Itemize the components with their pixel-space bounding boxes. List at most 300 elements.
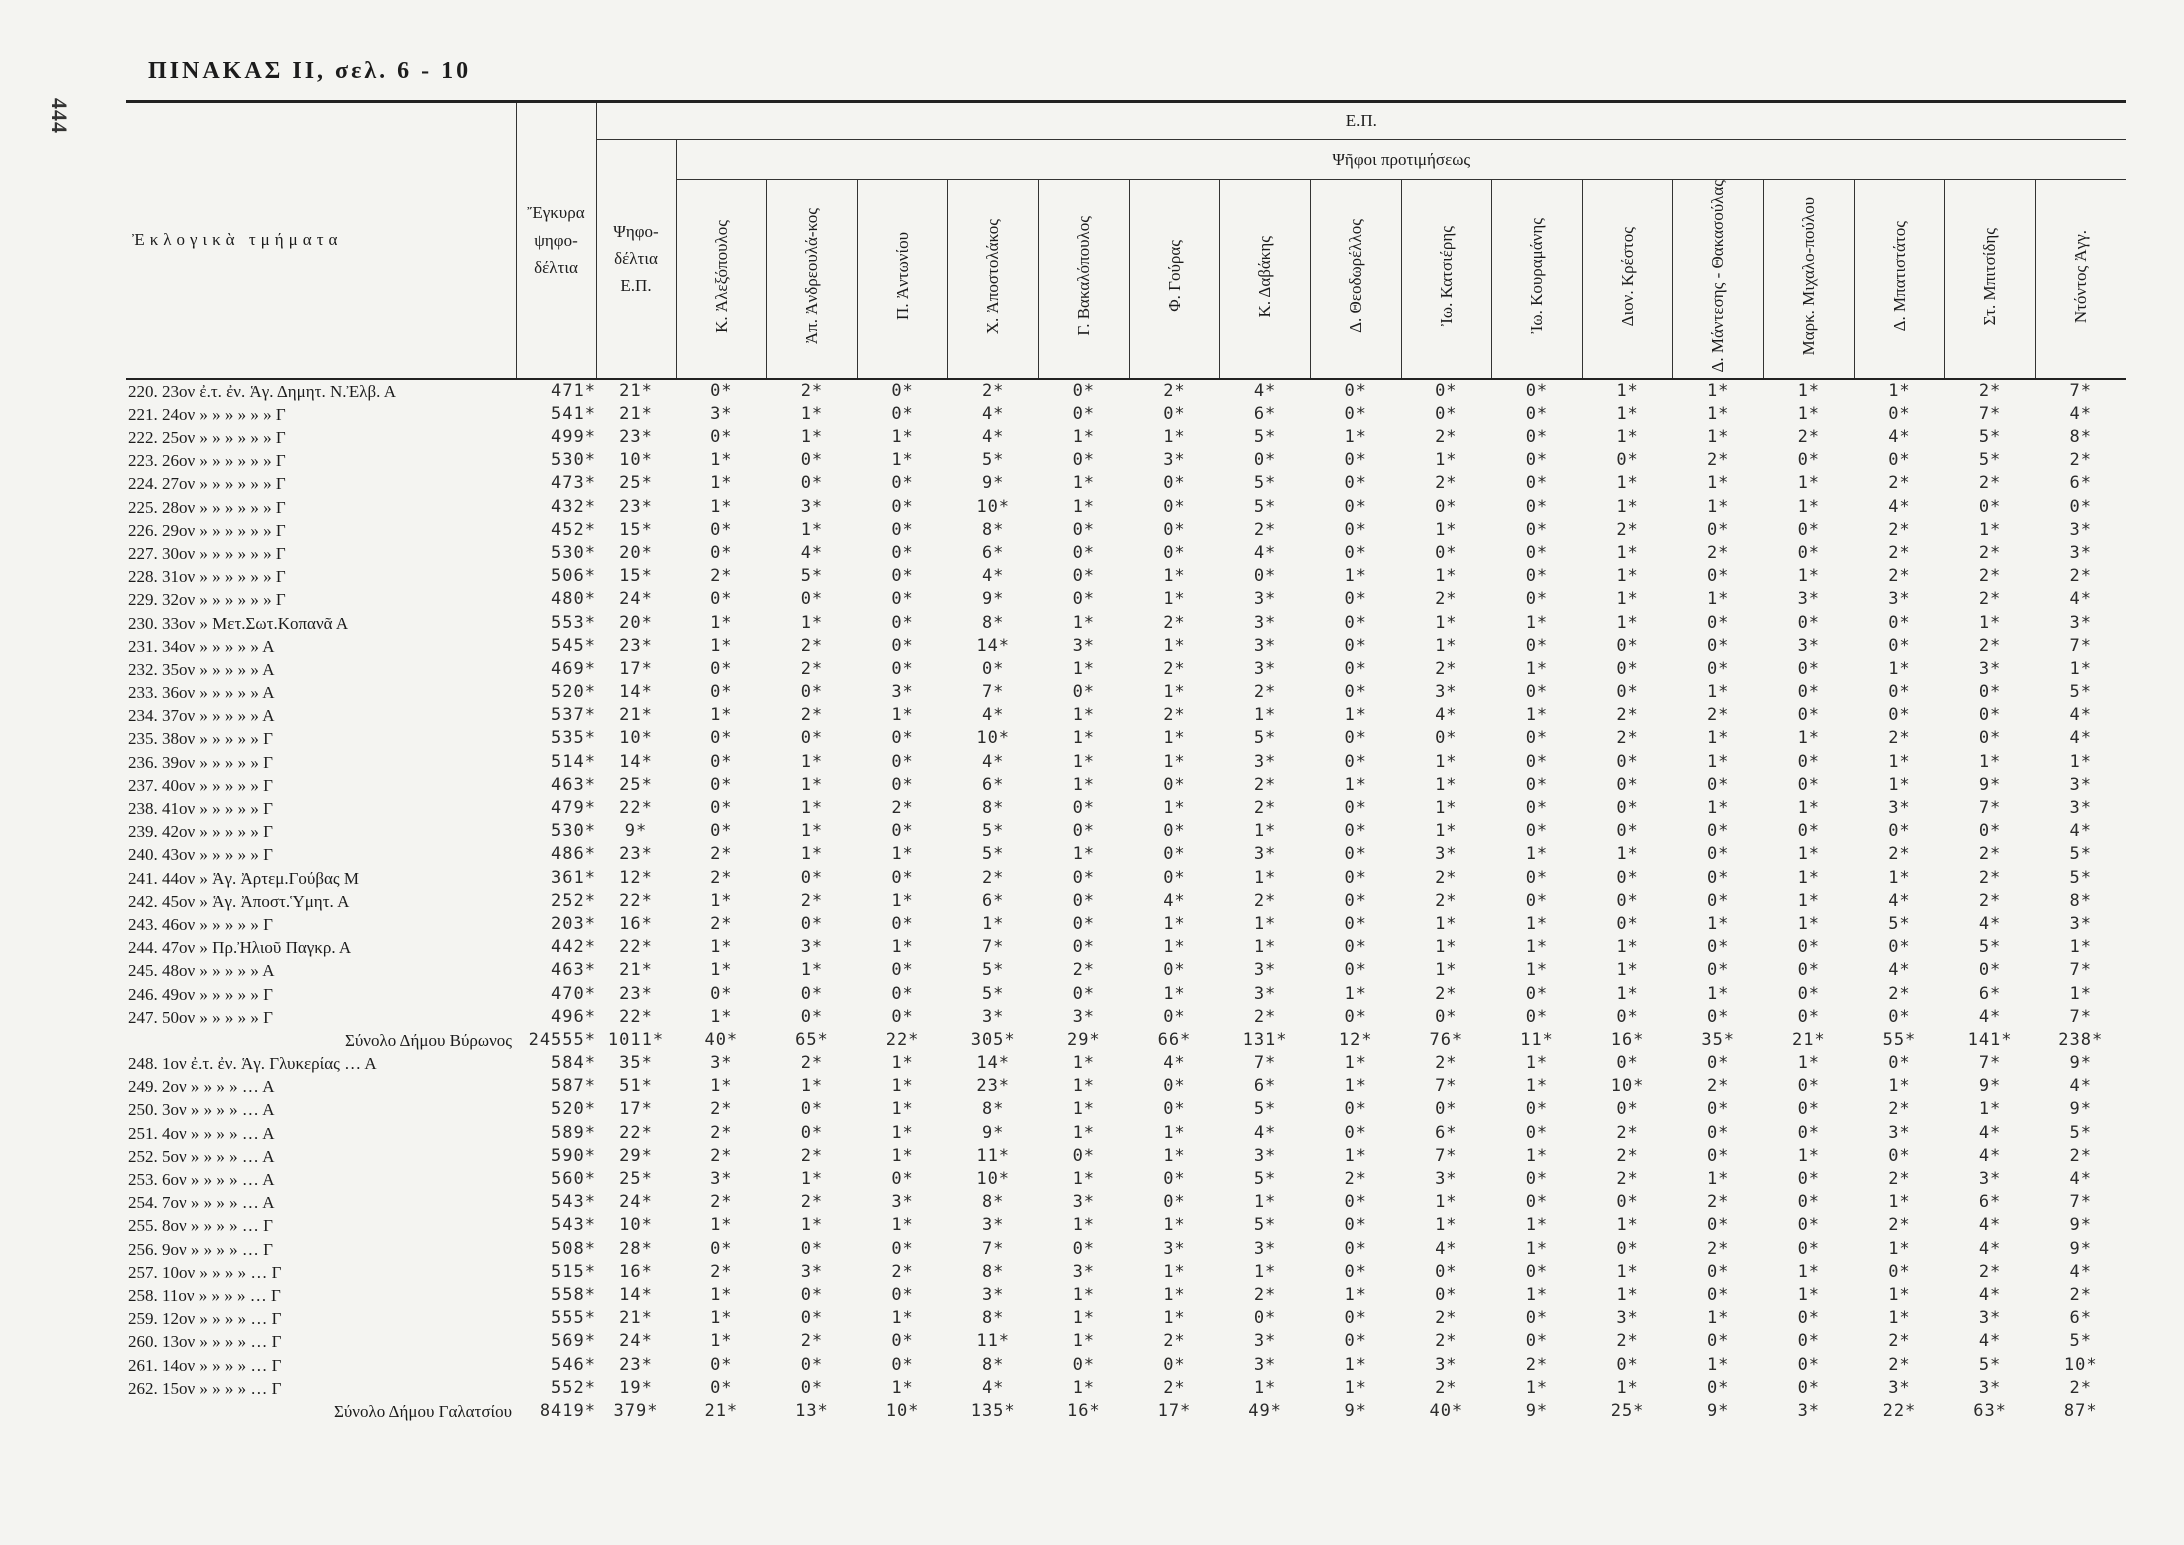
value-cell: 0* <box>1435 380 1458 401</box>
candidate-header <box>1401 180 1492 379</box>
value-cell: 21* <box>704 1400 739 1421</box>
candidate-header <box>1945 180 2036 379</box>
total-row <box>126 1029 2126 1052</box>
value-cell: 0* <box>1706 774 1730 795</box>
value-cell: 0* <box>1616 450 1639 471</box>
value-cell: 2* <box>710 566 733 587</box>
value-cell: 0* <box>1344 751 1367 772</box>
value-cell: 1* <box>1525 1053 1549 1074</box>
value-cell: 1* <box>1525 913 1549 934</box>
value-cell: 0* <box>1525 473 1549 494</box>
value-cell: 7* <box>981 1238 1005 1259</box>
value-cell: 0* <box>1616 867 1639 888</box>
value-cell: 4* <box>1253 380 1277 401</box>
value-cell: 20* <box>619 612 653 633</box>
value-cell: 2* <box>1435 589 1458 610</box>
value-cell: 1* <box>1797 473 1821 494</box>
value-cell: 1* <box>1888 1076 1911 1097</box>
value-cell: 5* <box>981 960 1005 981</box>
value-cell: 9* <box>1344 1400 1367 1421</box>
row-label: 259. 12ον » » » » … Γ <box>128 1309 282 1329</box>
value-cell: 1* <box>1706 1308 1730 1329</box>
value-cell: 0* <box>1797 1354 1821 1375</box>
value-cell: 2* <box>891 798 914 818</box>
value-cell: 0* <box>800 1122 824 1143</box>
value-cell: 1* <box>1888 380 1911 401</box>
value-cell: 3* <box>710 1053 733 1074</box>
value-cell: 1* <box>1978 1099 2002 1120</box>
value-cell: 1* <box>1616 380 1639 401</box>
value-cell: 1* <box>1616 983 1639 1004</box>
value-cell: 1* <box>1978 519 2002 540</box>
value-cell: 2* <box>1435 427 1458 447</box>
value-cell: 0* <box>710 983 733 1004</box>
candidate-name: Π. Ἀντωνίου <box>892 232 912 321</box>
value-cell: 0* <box>1706 1006 1730 1027</box>
value-cell: 555* <box>551 1308 596 1329</box>
value-cell: 0* <box>1706 1284 1730 1305</box>
value-cell: 0* <box>891 658 914 679</box>
value-cell: 23* <box>619 844 653 865</box>
value-cell: 3* <box>1435 1169 1458 1189</box>
value-cell: 2* <box>1888 728 1911 749</box>
table-row <box>126 1330 2126 1353</box>
value-cell: 0* <box>891 1238 914 1259</box>
total-row <box>126 1400 2126 1423</box>
value-cell: 4* <box>1888 496 1911 517</box>
value-cell: 0* <box>1525 589 1549 610</box>
value-cell: 0* <box>981 658 1005 679</box>
value-cell: 0* <box>710 751 733 772</box>
value-cell: 0* <box>710 427 733 447</box>
value-cell: 584* <box>551 1053 596 1074</box>
value-cell: 22* <box>1882 1400 1917 1421</box>
value-cell: 0* <box>1616 890 1639 911</box>
value-cell: 55* <box>1882 1029 1917 1050</box>
value-cell: 0* <box>1344 682 1367 703</box>
value-cell: 530* <box>551 542 596 563</box>
value-cell: 6* <box>2069 473 2092 494</box>
value-cell: 2* <box>1888 566 1911 587</box>
value-cell: 0* <box>1344 867 1367 888</box>
value-cell: 2* <box>1253 682 1277 703</box>
header-ep-ballots: Ψηφο- δέλτια Ε.Π. <box>596 140 676 379</box>
value-cell: 0* <box>1525 542 1549 563</box>
value-cell: 2* <box>710 867 733 888</box>
value-cell: 8* <box>981 1261 1005 1282</box>
value-cell: 2* <box>1253 1006 1277 1027</box>
value-cell: 0* <box>891 960 914 981</box>
value-cell: 0* <box>1797 519 1821 540</box>
value-cell: 0* <box>1888 403 1911 424</box>
value-cell: 0* <box>891 566 914 587</box>
value-cell: 0* <box>1706 658 1730 679</box>
value-cell: 0* <box>1344 890 1367 911</box>
value-cell: 8* <box>981 612 1005 633</box>
value-cell: 1* <box>1616 403 1639 424</box>
value-cell: 1* <box>1253 705 1277 726</box>
value-cell: 10* <box>976 728 1011 749</box>
row-label: 260. 13ον » » » » … Γ <box>128 1332 282 1352</box>
value-cell: 1* <box>1163 913 1186 934</box>
value-cell: 305* <box>970 1029 1016 1050</box>
value-cell: 2* <box>1616 1122 1639 1143</box>
value-cell: 16* <box>619 913 653 934</box>
value-cell: 1* <box>710 960 733 981</box>
value-cell: 1* <box>1072 658 1096 679</box>
value-cell: 252* <box>551 890 596 911</box>
candidate-name: Ἰω. Κατσιέρης <box>1436 226 1456 327</box>
value-cell: 1* <box>891 937 914 958</box>
value-cell: 4* <box>981 566 1005 587</box>
value-cell: 5* <box>1978 937 2002 958</box>
value-cell: 3* <box>1888 1122 1911 1143</box>
value-cell: 0* <box>1344 403 1367 424</box>
value-cell: 1* <box>1163 937 1186 958</box>
candidate-header <box>1492 180 1583 379</box>
value-cell: 541* <box>551 403 596 424</box>
candidate-name: Κ. Ἀλεξόπουλος <box>711 219 731 333</box>
table-title: ΠΙΝΑΚΑΣ ΙΙ, σελ. 6 - 10 <box>148 58 472 84</box>
value-cell: 0* <box>1706 844 1730 865</box>
value-cell: 0* <box>891 589 914 610</box>
value-cell: 5* <box>1253 1099 1277 1120</box>
value-cell: 2* <box>1616 705 1639 726</box>
value-cell: 1* <box>1706 798 1730 818</box>
value-cell: 1* <box>710 450 733 471</box>
value-cell: 0* <box>1072 1354 1096 1375</box>
value-cell: 0* <box>1888 1053 1911 1074</box>
value-cell: 3* <box>1435 1354 1458 1375</box>
value-cell: 1* <box>1435 937 1458 958</box>
value-cell: 3* <box>1978 1377 2002 1398</box>
value-cell: 480* <box>551 589 596 610</box>
row-label: 248. 1ον ἐ.τ. ἐν. Ἁγ. Γλυκερίας … Α <box>128 1054 377 1074</box>
value-cell: 1* <box>1978 751 2002 772</box>
value-cell: 13* <box>795 1400 829 1421</box>
value-cell: 0* <box>1163 519 1186 540</box>
row-label: 247. 50ον » » » » » Γ <box>128 1007 274 1027</box>
value-cell: 1* <box>1525 1238 1549 1259</box>
value-cell: 16* <box>1610 1029 1645 1050</box>
value-cell: 0* <box>800 728 824 749</box>
value-cell: 1* <box>1435 821 1458 842</box>
value-cell: 1* <box>1163 427 1186 447</box>
value-cell: 0* <box>1344 473 1367 494</box>
value-cell: 12* <box>1338 1029 1373 1050</box>
candidate-header <box>1039 180 1130 379</box>
value-cell: 6* <box>2069 1308 2092 1329</box>
table-row <box>126 1006 2126 1029</box>
value-cell: 1* <box>1072 1308 1096 1329</box>
value-cell: 0* <box>1072 1238 1096 1259</box>
value-cell: 1* <box>800 427 824 447</box>
value-cell: 22* <box>619 937 653 958</box>
row-label: 261. 14ον » » » » … Γ <box>128 1355 282 1375</box>
row-label: 242. 45ον » Ἁγ. Ἀποστ.Ὑμητ. Α <box>128 891 350 911</box>
value-cell: 1* <box>1616 937 1639 958</box>
value-cell: 0* <box>891 380 914 401</box>
value-cell: 1* <box>1525 1076 1549 1097</box>
value-cell: 0* <box>891 1169 914 1189</box>
value-cell: 0* <box>1797 960 1821 981</box>
value-cell: 2* <box>1706 705 1730 726</box>
row-label: 227. 30ον » » » » » » Γ <box>128 543 286 563</box>
value-cell: 2* <box>710 1122 733 1143</box>
value-cell: 1* <box>1163 682 1186 703</box>
value-cell: 1* <box>1616 566 1639 587</box>
row-label: 257. 10ον » » » » … Γ <box>128 1262 282 1282</box>
row-label: 228. 31ον » » » » » » Γ <box>128 567 286 587</box>
value-cell: 0* <box>1797 821 1821 842</box>
value-cell: 1* <box>1797 1261 1821 1282</box>
value-cell: 0* <box>800 1308 824 1329</box>
value-cell: 238* <box>2058 1029 2104 1050</box>
value-cell: 1* <box>1435 450 1458 471</box>
value-cell: 4* <box>1163 1053 1186 1074</box>
value-cell: 1* <box>1072 612 1096 633</box>
value-cell: 2* <box>1978 473 2002 494</box>
value-cell: 3* <box>2069 798 2092 818</box>
value-cell: 1* <box>1706 728 1730 749</box>
value-cell: 1* <box>1435 566 1458 587</box>
value-cell: 4* <box>1435 1238 1458 1259</box>
value-cell: 0* <box>1706 519 1730 540</box>
value-cell: 4* <box>1163 890 1186 911</box>
value-cell: 2* <box>1253 798 1277 818</box>
table-row <box>126 727 2126 750</box>
value-cell: 1* <box>1253 1261 1277 1282</box>
value-cell: 2* <box>800 1053 824 1074</box>
value-cell: 0* <box>1163 403 1186 424</box>
value-cell: 0* <box>1888 682 1911 703</box>
value-cell: 6* <box>981 542 1005 563</box>
total-label: Σύνολο Δήμου Γαλατσίου <box>333 1401 512 1421</box>
value-cell: 2* <box>1978 589 2002 610</box>
value-cell: 2* <box>1706 450 1730 471</box>
value-cell: 3* <box>1072 1261 1096 1282</box>
value-cell: 25* <box>1610 1400 1645 1421</box>
value-cell: 6* <box>1435 1122 1458 1143</box>
value-cell: 1* <box>1706 1169 1730 1189</box>
value-cell: 0* <box>1344 658 1367 679</box>
value-cell: 1* <box>1072 751 1096 772</box>
value-cell: 4* <box>2069 1169 2092 1189</box>
value-cell: 1* <box>891 1308 914 1329</box>
value-cell: 10* <box>2063 1354 2098 1375</box>
table-body <box>126 379 2126 1423</box>
value-cell: 4* <box>981 427 1005 447</box>
value-cell: 3* <box>981 1284 1005 1305</box>
value-cell: 0* <box>1797 1215 1821 1236</box>
value-cell: 14* <box>976 635 1011 656</box>
value-cell: 0* <box>1797 983 1821 1004</box>
value-cell: 2* <box>1978 1261 2002 1282</box>
value-cell: 1* <box>1163 1261 1186 1282</box>
value-cell: 0* <box>1072 890 1096 911</box>
value-cell: 11* <box>976 1331 1011 1352</box>
value-cell: 1* <box>1706 380 1730 401</box>
value-cell: 514* <box>551 751 596 772</box>
value-cell: 49* <box>1248 1400 1282 1421</box>
row-label: 256. 9ον » » » » … Γ <box>128 1239 274 1259</box>
value-cell: 1* <box>1163 1215 1186 1236</box>
row-label: 246. 49ον » » » » » Γ <box>128 984 274 1004</box>
value-cell: 3* <box>1253 983 1277 1004</box>
value-cell: 1* <box>1072 1284 1096 1305</box>
candidate-header <box>1764 180 1855 379</box>
value-cell: 0* <box>1525 566 1549 587</box>
value-cell: 0* <box>1253 566 1277 587</box>
value-cell: 3* <box>1435 844 1458 865</box>
value-cell: 10* <box>619 728 653 749</box>
table-row <box>126 1122 2126 1145</box>
value-cell: 2* <box>1888 519 1911 540</box>
row-label: 254. 7ον » » » » … Α <box>128 1193 275 1213</box>
row-label: 225. 28ον » » » » » » Γ <box>128 497 286 517</box>
value-cell: 14* <box>619 1284 653 1305</box>
value-cell: 3* <box>1978 1308 2002 1329</box>
value-cell: 4* <box>981 705 1005 726</box>
value-cell: 11* <box>1520 1029 1554 1050</box>
value-cell: 3* <box>1978 658 2002 679</box>
value-cell: 3* <box>1253 1238 1277 1259</box>
value-cell: 3* <box>1163 450 1186 471</box>
value-cell: 141* <box>1967 1029 2013 1050</box>
candidate-header <box>2035 180 2126 379</box>
header-ep: Ε.Π. <box>596 102 2126 140</box>
value-cell: 4* <box>1253 542 1277 563</box>
row-label: 262. 15ον » » » » … Γ <box>128 1378 282 1398</box>
value-cell: 1* <box>1344 427 1367 447</box>
value-cell: 0* <box>1616 1006 1639 1027</box>
table-row <box>126 1075 2126 1098</box>
value-cell: 0* <box>1525 427 1549 447</box>
value-cell: 8* <box>981 1308 1005 1329</box>
value-cell: 3* <box>2069 774 2092 795</box>
value-cell: 0* <box>1797 1331 1821 1352</box>
value-cell: 486* <box>551 844 596 865</box>
value-cell: 0* <box>1525 1099 1549 1120</box>
table-row <box>126 1214 2126 1237</box>
value-cell: 1* <box>1072 1099 1096 1120</box>
value-cell: 1* <box>1525 844 1549 865</box>
value-cell: 35* <box>1701 1029 1736 1050</box>
value-cell: 4* <box>2069 1076 2092 1097</box>
value-cell: 1* <box>1616 473 1639 494</box>
header-preference: Ψῆφοι προτιμήσεως <box>676 140 2126 180</box>
value-cell: 1* <box>891 1099 914 1120</box>
value-cell: 1* <box>1072 473 1096 494</box>
value-cell: 0* <box>710 658 733 679</box>
value-cell: 1* <box>1163 798 1186 818</box>
value-cell: 0* <box>1344 844 1367 865</box>
value-cell: 1* <box>1525 612 1549 633</box>
value-cell: 135* <box>970 1400 1016 1421</box>
value-cell: 1* <box>1797 867 1821 888</box>
value-cell: 1* <box>1706 1354 1730 1375</box>
value-cell: 2* <box>981 380 1005 401</box>
value-cell: 1* <box>710 1215 733 1236</box>
value-cell: 2* <box>1253 774 1277 795</box>
value-cell: 1* <box>710 1006 733 1027</box>
value-cell: 2* <box>800 705 824 726</box>
row-label: 226. 29ον » » » » » » Γ <box>128 520 286 540</box>
value-cell: 8* <box>981 1192 1005 1213</box>
value-cell: 1* <box>710 635 733 656</box>
value-cell: 1* <box>710 1331 733 1352</box>
value-cell: 0* <box>1616 751 1639 772</box>
value-cell: 10* <box>619 1215 653 1236</box>
value-cell: 1* <box>1072 1053 1096 1074</box>
table-row <box>126 1307 2126 1330</box>
value-cell: 0* <box>891 913 914 934</box>
value-cell: 0* <box>710 774 733 795</box>
value-cell: 8* <box>981 519 1005 540</box>
value-cell: 0* <box>1616 1238 1639 1259</box>
table-row <box>126 797 2126 820</box>
value-cell: 0* <box>1888 1006 1911 1027</box>
value-cell: 0* <box>1706 566 1730 587</box>
value-cell: 1* <box>1706 589 1730 610</box>
value-cell: 10* <box>976 1169 1011 1189</box>
value-cell: 0* <box>800 473 824 494</box>
value-cell: 1* <box>2069 937 2092 958</box>
value-cell: 1* <box>1163 1308 1186 1329</box>
value-cell: 1* <box>1525 960 1549 981</box>
value-cell: 2* <box>1253 1284 1277 1305</box>
value-cell: 1* <box>1072 496 1096 517</box>
value-cell: 1* <box>1253 867 1277 888</box>
table-header <box>126 102 2126 379</box>
value-cell: 0* <box>1525 728 1549 749</box>
value-cell: 0* <box>1525 403 1549 424</box>
value-cell: 0* <box>1072 566 1096 587</box>
row-label: 230. 33ον » Μετ.Σωτ.Κοπανᾶ Α <box>128 613 349 633</box>
value-cell: 0* <box>800 983 824 1004</box>
value-cell: 9* <box>2069 1053 2092 1074</box>
value-cell: 14* <box>619 682 653 703</box>
value-cell: 0* <box>1616 774 1639 795</box>
value-cell: 545* <box>551 635 596 656</box>
table-row <box>126 495 2126 518</box>
value-cell: 4* <box>1435 705 1458 726</box>
value-cell: 2* <box>800 635 824 656</box>
value-cell: 1* <box>1888 658 1911 679</box>
value-cell: 0* <box>1525 821 1549 842</box>
value-cell: 1* <box>1435 774 1458 795</box>
value-cell: 0* <box>1435 1284 1458 1305</box>
value-cell: 1* <box>1616 960 1639 981</box>
value-cell: 21* <box>619 705 653 726</box>
value-cell: 7* <box>2069 960 2092 981</box>
value-cell: 0* <box>891 774 914 795</box>
value-cell: 1* <box>1797 1053 1821 1074</box>
value-cell: 0* <box>1888 612 1911 633</box>
value-cell: 0* <box>1163 1099 1186 1120</box>
value-cell: 1* <box>1616 844 1639 865</box>
value-cell: 6* <box>1253 403 1277 424</box>
value-cell: 6* <box>1978 1192 2002 1213</box>
candidate-name: Χ. Ἀποστολάκος <box>983 218 1003 334</box>
value-cell: 2* <box>1978 542 2002 563</box>
value-cell: 1* <box>1344 705 1367 726</box>
value-cell: 21* <box>1791 1029 1826 1050</box>
value-cell: 3* <box>1253 960 1277 981</box>
value-cell: 5* <box>1978 427 2002 447</box>
table-row <box>126 936 2126 959</box>
value-cell: 0* <box>800 1238 824 1259</box>
